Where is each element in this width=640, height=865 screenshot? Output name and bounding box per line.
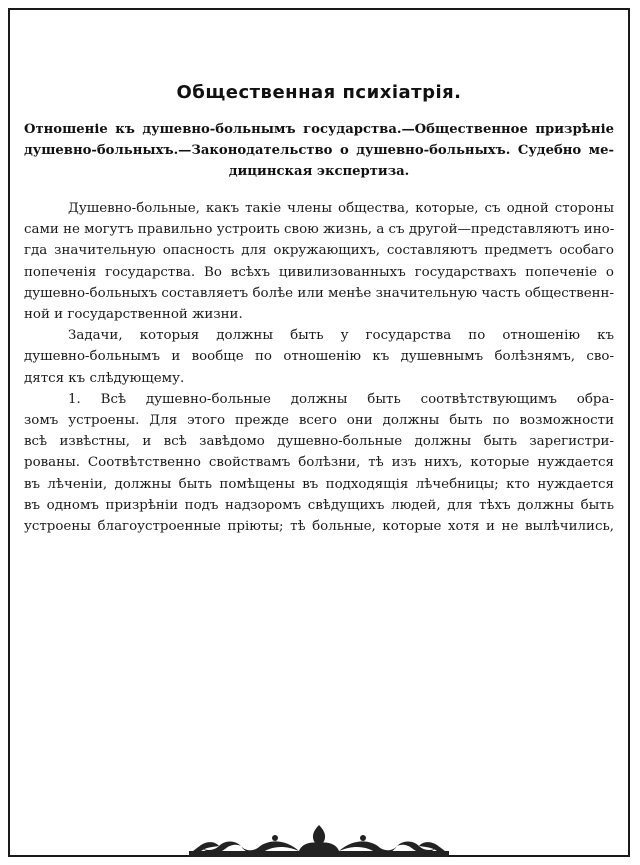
text-line: Задачи, которыя должны быть у государства по отношенію къ: [68, 328, 614, 344]
paragraph-intro: [24, 198, 614, 325]
text-line: душевно-больныхъ составляетъ болѣе или менѣе значительную часть общественн-: [24, 285, 614, 301]
text-line: Душевно-больные, какъ такіе члены общества, которые, съ одной стороны: [68, 201, 614, 216]
text-line: гда значительную опасность для окружающихъ, составляютъ предметъ особаго: [24, 243, 614, 259]
text-line: попеченія государства. Во всѣхъ цивилизованныхъ государствахъ попеченіе о: [24, 264, 614, 280]
text-line: рованы. Соотвѣтственно свойствамъ болѣзни, тѣ изъ нихъ, которые нуждается: [24, 455, 614, 471]
text-line: 1. Всѣ душевно-больные должны быть соотвѣтствующимъ обра-: [68, 391, 614, 407]
text-line: устроены благоустроенные пріюты; тѣ больные, которые хотя и не вылѣчились,: [24, 519, 614, 535]
paragraph-point-one: [24, 389, 614, 537]
text-line: душевно-больнымъ и вообще по отношенію къ душевнымъ болѣзнямъ, сво-: [24, 349, 614, 365]
decorative-scroll-ornament-icon: [189, 821, 449, 857]
page-frame: [8, 8, 630, 857]
subtitle-line: душевно-больныхъ.—Законодательство о душевно-больныхъ. Судебно ме-: [24, 143, 614, 158]
chapter-subtitle: [24, 119, 614, 182]
text-line: сами не могутъ правильно устроить свою жизнь, а съ другой—представляютъ ино-: [24, 222, 614, 238]
subtitle-line: дицинская экспертиза.: [228, 164, 410, 179]
text-line: въ одномъ призрѣніи подъ надзоромъ свѣдущихъ людей, для тѣхъ должны быть: [24, 497, 614, 513]
page-title: Общественная психіатрія.: [176, 82, 462, 103]
page-content: [24, 82, 614, 537]
text-line: всѣ извѣстны, и всѣ завѣдомо душевно-больные должны быть зарегистри-: [24, 434, 614, 450]
subtitle-line: Отношеніе къ душевно-больнымъ государства.—Общественное призрѣніе: [24, 122, 614, 137]
text-line: зомъ устроены. Для этого прежде всего они должны быть по возможности: [24, 413, 614, 429]
text-line: дятся къ слѣдующему.: [24, 370, 185, 386]
text-line: ной и государственной жизни.: [24, 307, 243, 323]
text-line: въ лѣченіи, должны быть помѣщены въ подходящія лѣчебницы; кто нуждается: [24, 476, 614, 492]
paragraph-tasks: [24, 325, 614, 389]
